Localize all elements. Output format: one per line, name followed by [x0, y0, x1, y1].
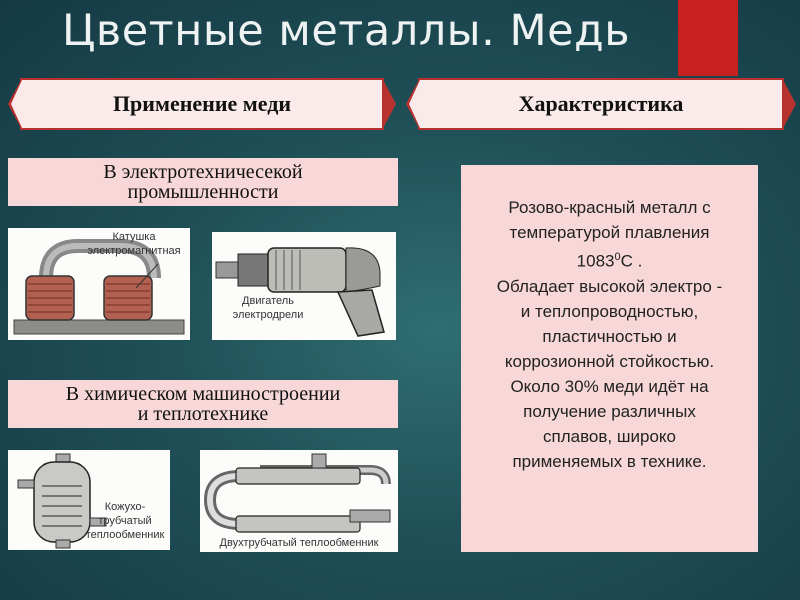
caption-line: Двигатель [242, 295, 294, 307]
char-line: Розово-красный металл с [508, 198, 711, 217]
tab-characteristics[interactable] [418, 78, 784, 130]
tab-application[interactable] [20, 78, 384, 130]
tab-characteristics-label: Характеристика [518, 91, 684, 116]
tab-left-point [409, 80, 420, 128]
char-line: применяемых в технике. [512, 451, 707, 471]
caption-line: Кожухо- [104, 501, 146, 513]
melting-value: 1083 [576, 251, 615, 271]
char-line: температурой плавления [509, 223, 710, 242]
accent-bar [678, 0, 738, 76]
caption-line: трубчатый [98, 515, 152, 527]
electromagnetic-coil-image [8, 228, 190, 340]
caption-line: электродрели [232, 309, 304, 321]
shell-exchanger-caption [80, 500, 170, 542]
char-line: Около 30% меди идёт на [510, 376, 709, 396]
char-line: коррозионной стойкостью. [504, 351, 715, 371]
char-line: Обладает высокой электро - [496, 276, 723, 296]
char-line: получение различных [523, 401, 696, 421]
section-label-line: промышленности [127, 181, 279, 203]
drill-drawing [212, 232, 396, 340]
tab-left-point [11, 80, 22, 128]
drill-motor-image [212, 232, 396, 340]
characteristics-panel [461, 165, 758, 552]
degree-sup: 0 [614, 251, 621, 263]
char-line: сплавов, широко [543, 426, 676, 446]
tab-right-point [782, 80, 793, 128]
shell-tube-exchanger-image [8, 450, 170, 550]
section-electrotech-label [8, 158, 398, 206]
tab-application-label: Применение меди [112, 91, 292, 116]
char-line: пластичностью и [542, 326, 677, 346]
coil-caption [78, 230, 190, 258]
caption-line: теплообменник [85, 529, 165, 541]
caption-line: электромагнитная [87, 245, 181, 257]
drill-caption [230, 294, 306, 322]
tab-right-point [382, 80, 393, 128]
melting-point [469, 245, 750, 274]
double-pipe-caption: Двухтрубчатый теплообменник [219, 537, 379, 549]
section-chemical-label [8, 380, 398, 428]
section-label-line: и теплотехнике [137, 403, 269, 425]
caption-line: Катушка [112, 231, 156, 243]
melting-unit: С . [620, 251, 643, 271]
double-pipe-exchanger-image [200, 450, 398, 552]
section-label-line: В электротехничесекой [103, 161, 303, 183]
slide-title: Цветные металлы. Медь [62, 6, 631, 56]
section-label-line: В химическом машиностроении [65, 383, 341, 405]
char-line: и теплопроводностью, [520, 301, 699, 321]
